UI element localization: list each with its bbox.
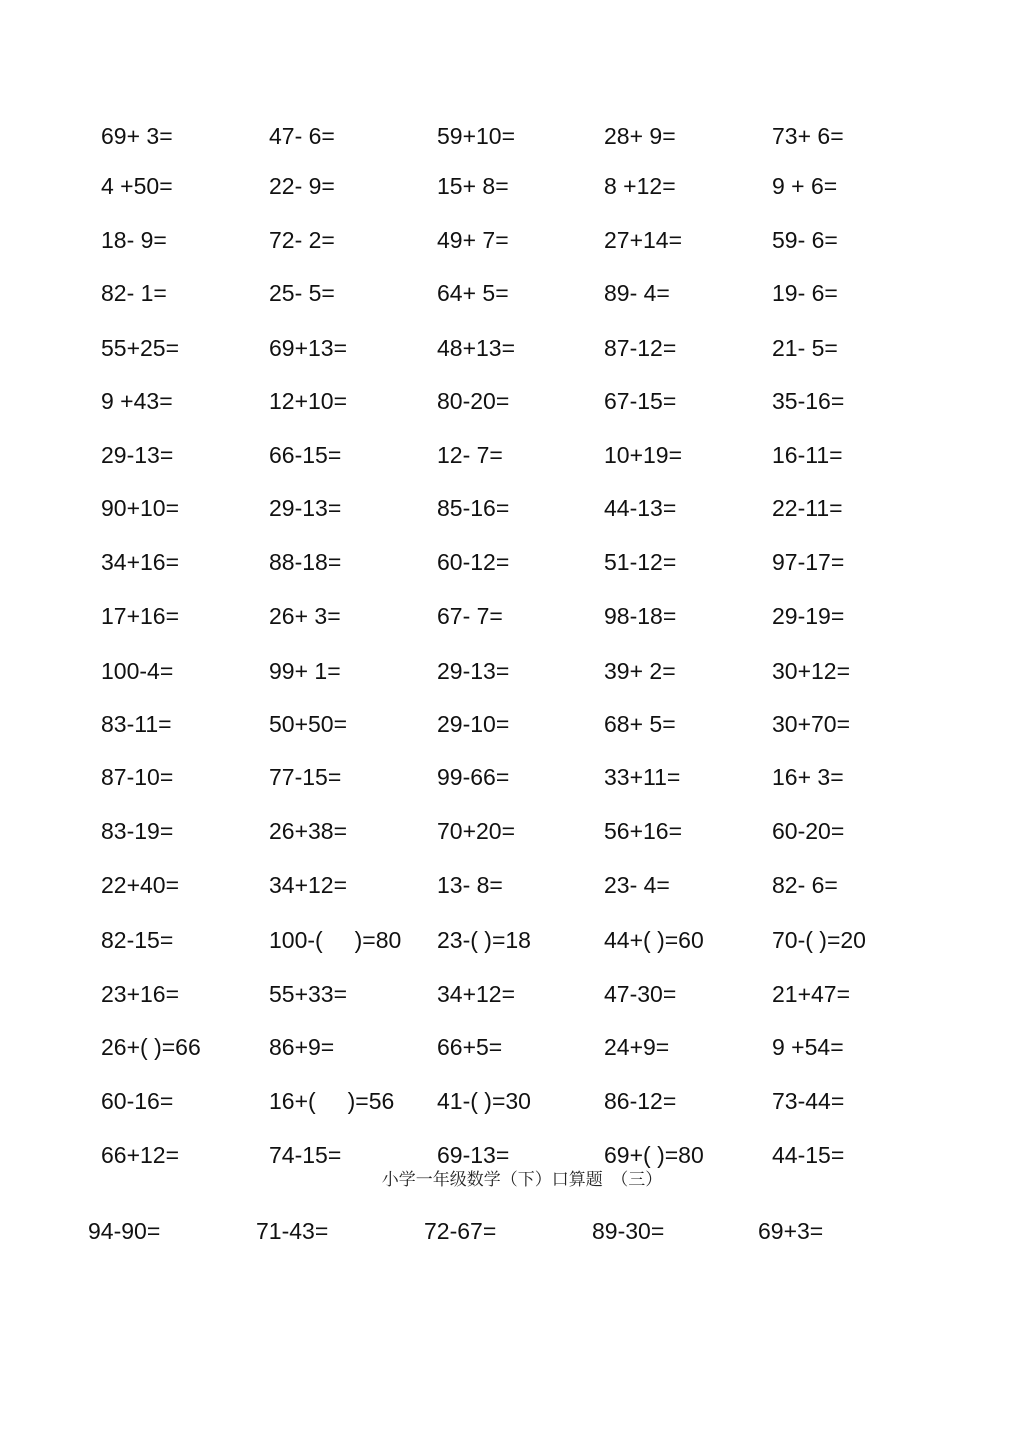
math-problem: 99-66= <box>437 764 510 790</box>
math-problem: 12+10= <box>269 388 348 414</box>
math-problem: 59+10= <box>437 123 516 149</box>
math-problem: 60-12= <box>437 549 510 575</box>
math-problem: 47-30= <box>604 981 677 1007</box>
math-problem: 35-16= <box>772 388 845 414</box>
math-problem: 72-67= <box>424 1218 497 1244</box>
math-problem: 29-13= <box>101 442 174 468</box>
math-problem: 90+10= <box>101 495 180 521</box>
math-problem: 66+5= <box>437 1034 503 1060</box>
math-problem: 86-12= <box>604 1088 677 1114</box>
math-problem: 64+ 5= <box>437 280 509 306</box>
math-problem: 89-30= <box>592 1218 665 1244</box>
math-problem: 16-11= <box>772 442 843 468</box>
math-problem: 44+( )=60 <box>604 927 704 953</box>
math-problem: 25- 5= <box>269 280 335 306</box>
math-problem: 66+12= <box>101 1142 180 1168</box>
math-problem: 18- 9= <box>101 227 167 253</box>
math-problem: 67- 7= <box>437 603 503 629</box>
math-problem: 26+( )=66 <box>101 1034 201 1060</box>
math-problem: 30+70= <box>772 711 851 737</box>
math-problem: 13- 8= <box>437 872 503 898</box>
math-problem: 27+14= <box>604 227 683 253</box>
math-problem: 69+( )=80 <box>604 1142 704 1168</box>
math-problem: 16+ 3= <box>772 764 844 790</box>
math-problem: 34+16= <box>101 549 180 575</box>
math-problem: 22- 9= <box>269 173 335 199</box>
math-problem: 86+9= <box>269 1034 335 1060</box>
math-problem: 9 + 6= <box>772 173 838 199</box>
math-problem: 29-13= <box>269 495 342 521</box>
math-problem: 29-13= <box>437 658 510 684</box>
math-problem: 22-11= <box>772 495 843 521</box>
math-problem: 70-( )=20 <box>772 927 866 953</box>
math-problem: 83-19= <box>101 818 174 844</box>
math-problem: 66-15= <box>269 442 342 468</box>
math-problem: 22+40= <box>101 872 180 898</box>
math-problem: 51-12= <box>604 549 677 575</box>
math-problem: 70+20= <box>437 818 516 844</box>
math-problem: 24+9= <box>604 1034 670 1060</box>
math-problem: 23- 4= <box>604 872 670 898</box>
math-problem: 67-15= <box>604 388 677 414</box>
math-problem: 49+ 7= <box>437 227 509 253</box>
math-problem: 8 +12= <box>604 173 676 199</box>
section-title: 小学一年级数学（下）口算题 （三） <box>381 1170 663 1190</box>
math-problem: 97-17= <box>772 549 845 575</box>
math-problem: 29-19= <box>772 603 845 629</box>
math-problem: 88-18= <box>269 549 342 575</box>
math-problem: 83-11= <box>101 711 172 737</box>
math-problem: 26+ 3= <box>269 603 341 629</box>
math-problem: 21+47= <box>772 981 851 1007</box>
math-problem: 59- 6= <box>772 227 838 253</box>
math-problem: 99+ 1= <box>269 658 341 684</box>
math-problem: 60-16= <box>101 1088 174 1114</box>
math-problem: 72- 2= <box>269 227 335 253</box>
math-problem: 34+12= <box>269 872 348 898</box>
math-problem: 30+12= <box>772 658 851 684</box>
math-problem: 44-13= <box>604 495 677 521</box>
math-problem: 89- 4= <box>604 280 670 306</box>
math-problem: 50+50= <box>269 711 348 737</box>
math-problem: 60-20= <box>772 818 845 844</box>
math-problem: 71-43= <box>256 1218 329 1244</box>
math-problem: 100-4= <box>101 658 174 684</box>
math-problem: 82- 6= <box>772 872 838 898</box>
math-problem: 33+11= <box>604 764 681 790</box>
math-problem: 48+13= <box>437 335 516 361</box>
math-problem: 69+ 3= <box>101 123 173 149</box>
math-problem: 77-15= <box>269 764 342 790</box>
math-problem: 17+16= <box>101 603 180 629</box>
math-problem: 100-( )=80 <box>269 927 402 953</box>
math-problem: 68+ 5= <box>604 711 676 737</box>
math-problem: 80-20= <box>437 388 510 414</box>
math-problem: 69-13= <box>437 1142 510 1168</box>
math-problem: 82- 1= <box>101 280 167 306</box>
math-problem: 73-44= <box>772 1088 845 1114</box>
math-problem: 15+ 8= <box>437 173 509 199</box>
math-problem: 98-18= <box>604 603 677 629</box>
math-problem: 55+33= <box>269 981 348 1007</box>
math-problem: 55+25= <box>101 335 180 361</box>
math-problem: 94-90= <box>88 1218 161 1244</box>
math-problem: 44-15= <box>772 1142 845 1168</box>
math-problem: 26+38= <box>269 818 348 844</box>
math-problem: 12- 7= <box>437 442 503 468</box>
math-problem: 29-10= <box>437 711 510 737</box>
math-problem: 69+3= <box>758 1218 824 1244</box>
math-problem: 9 +43= <box>101 388 173 414</box>
math-problem: 19- 6= <box>772 280 838 306</box>
math-problem: 69+13= <box>269 335 348 361</box>
math-problem: 4 +50= <box>101 173 173 199</box>
math-problem: 10+19= <box>604 442 683 468</box>
math-problem: 23+16= <box>101 981 180 1007</box>
math-problem: 74-15= <box>269 1142 342 1168</box>
math-problem: 9 +54= <box>772 1034 844 1060</box>
math-problem: 82-15= <box>101 927 174 953</box>
math-problem: 23-( )=18 <box>437 927 531 953</box>
math-problem: 21- 5= <box>772 335 838 361</box>
math-problem: 85-16= <box>437 495 510 521</box>
math-problem: 34+12= <box>437 981 516 1007</box>
math-problem: 87-12= <box>604 335 677 361</box>
math-problem: 39+ 2= <box>604 658 676 684</box>
math-problem: 73+ 6= <box>772 123 844 149</box>
math-problem: 41-( )=30 <box>437 1088 531 1114</box>
math-problem: 16+( )=56 <box>269 1088 395 1114</box>
math-problem: 87-10= <box>101 764 174 790</box>
math-problem: 28+ 9= <box>604 123 676 149</box>
math-problem: 47- 6= <box>269 123 335 149</box>
math-problem: 56+16= <box>604 818 683 844</box>
